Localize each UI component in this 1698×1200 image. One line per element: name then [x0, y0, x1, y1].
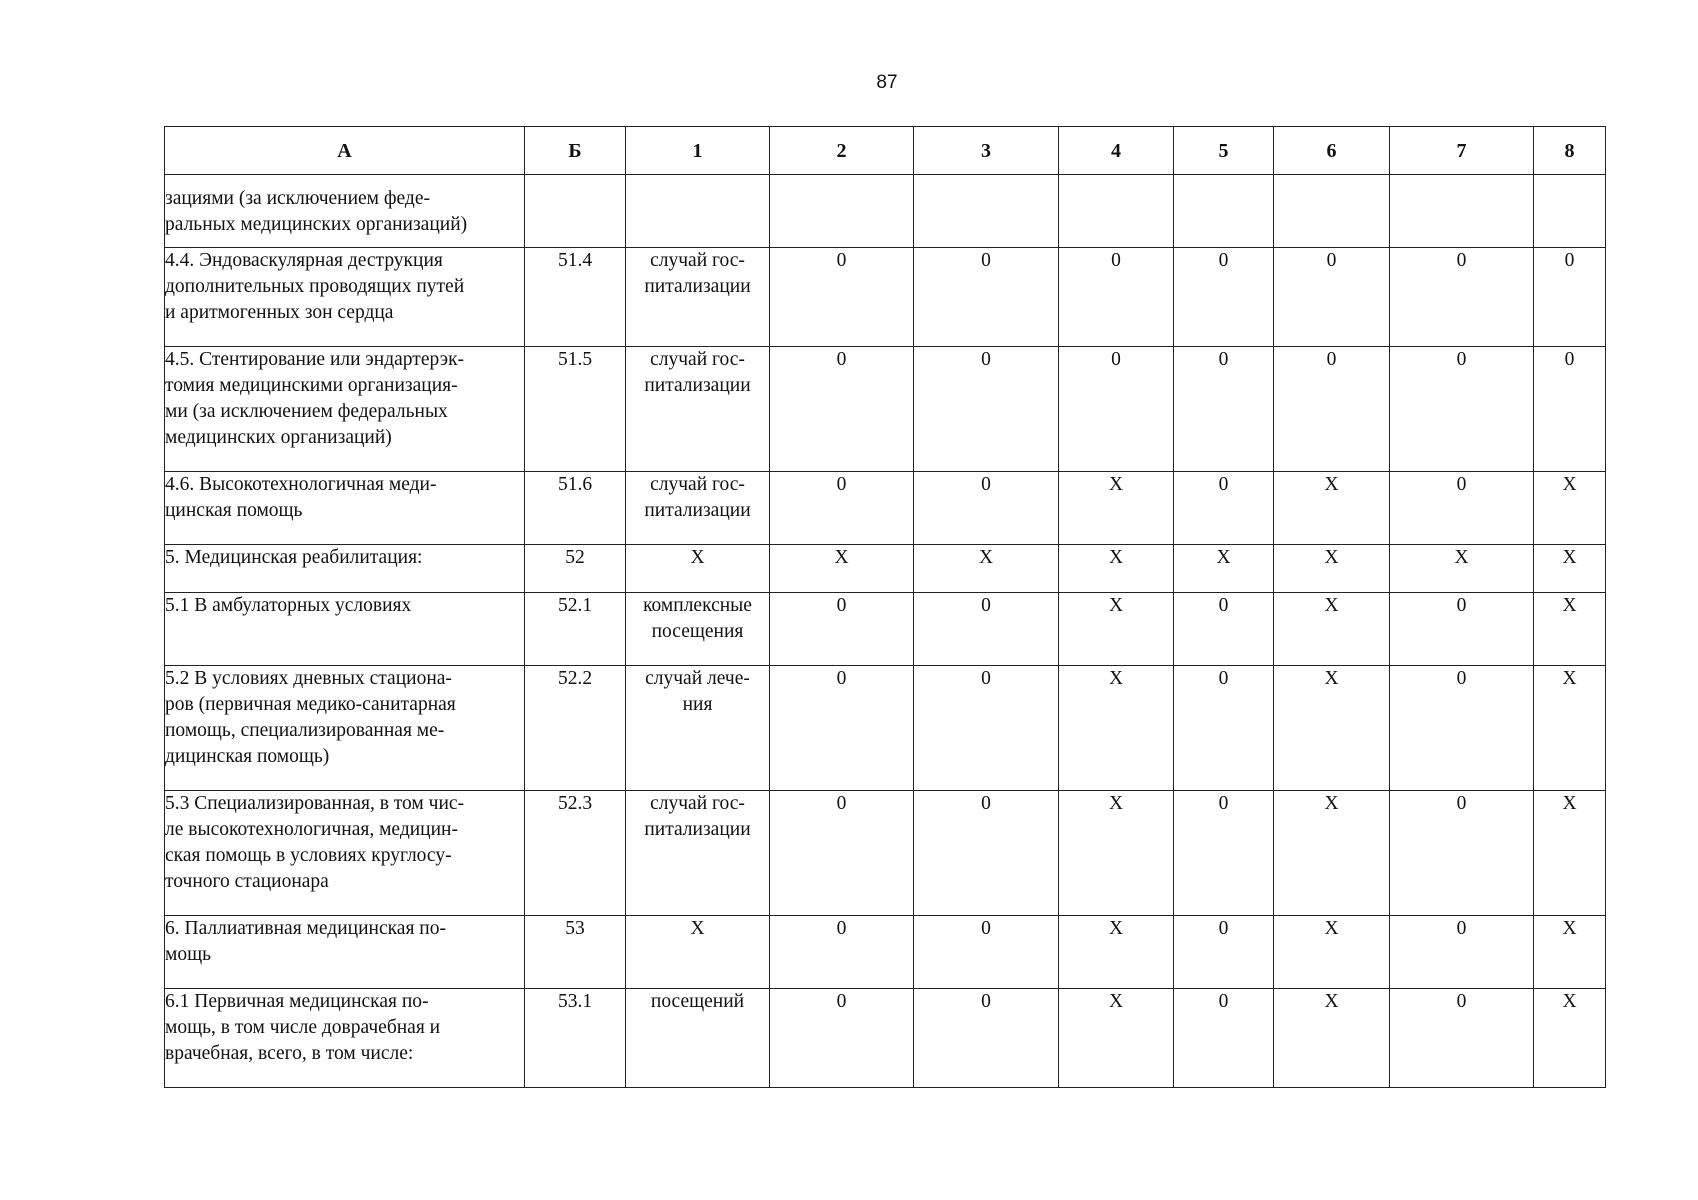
row-unit: случай лече- ния — [626, 666, 770, 791]
table-row — [165, 347, 1606, 472]
row-code: 52 — [525, 545, 626, 593]
row-value-col5: 0 — [1174, 666, 1274, 791]
row-unit: комплексные посещения — [626, 593, 770, 666]
row-name: 5.2 В условиях дневных стациона- ров (первичная медико-санитарная помощь, специализированная ме- дицинская помощь) — [165, 666, 525, 791]
row-value-col8: Х — [1534, 472, 1606, 545]
row-value-col7 — [1390, 175, 1534, 248]
row-value-col8 — [1534, 175, 1606, 248]
header-col-1: 1 — [626, 127, 770, 175]
row-value-col2: Х — [770, 545, 914, 593]
row-name: 6.1 Первичная медицинская по- мощь, в том числе доврачебная и врачебная, всего, в том числе: — [165, 989, 525, 1088]
row-value-col8: Х — [1534, 545, 1606, 593]
row-value-col3: 0 — [914, 916, 1059, 989]
row-value-col3: 0 — [914, 472, 1059, 545]
row-value-col2: 0 — [770, 248, 914, 347]
row-code — [525, 175, 626, 248]
row-value-col7: 0 — [1390, 347, 1534, 472]
row-value-col6: 0 — [1274, 248, 1390, 347]
row-value-col4: Х — [1059, 791, 1174, 916]
table-row — [165, 175, 1606, 248]
table-row — [165, 472, 1606, 545]
row-code: 51.5 — [525, 347, 626, 472]
row-value-col4: Х — [1059, 916, 1174, 989]
table-row — [165, 666, 1606, 791]
row-unit: случай гос- питализации — [626, 472, 770, 545]
header-col-4: 4 — [1059, 127, 1174, 175]
row-value-col6: Х — [1274, 545, 1390, 593]
row-value-col8: Х — [1534, 791, 1606, 916]
row-value-col2: 0 — [770, 666, 914, 791]
row-unit: случай гос- питализации — [626, 248, 770, 347]
row-name: 5.3 Специализированная, в том чис- ле высокотехнологичная, медицин- ская помощь в условиях круглосу- точного стационара — [165, 791, 525, 916]
row-name: 6. Паллиативная медицинская по- мощь — [165, 916, 525, 989]
row-value-col2: 0 — [770, 916, 914, 989]
row-value-col8: Х — [1534, 593, 1606, 666]
table-row — [165, 248, 1606, 347]
row-value-col6: Х — [1274, 916, 1390, 989]
row-value-col6: Х — [1274, 989, 1390, 1088]
row-value-col6: Х — [1274, 593, 1390, 666]
row-value-col2: 0 — [770, 593, 914, 666]
row-value-col7: 0 — [1390, 989, 1534, 1088]
row-value-col3: 0 — [914, 593, 1059, 666]
header-col-8: 8 — [1534, 127, 1606, 175]
row-value-col6: Х — [1274, 472, 1390, 545]
row-code: 53.1 — [525, 989, 626, 1088]
row-value-col5: 0 — [1174, 248, 1274, 347]
row-name: 4.5. Стентирование или эндартерэк- томия медицинскими организация- ми (за исключением федеральных медицинских организаций) — [165, 347, 525, 472]
header-col-5: 5 — [1174, 127, 1274, 175]
header-col-2: 2 — [770, 127, 914, 175]
row-value-col7: 0 — [1390, 666, 1534, 791]
row-value-col4: Х — [1059, 666, 1174, 791]
row-value-col2: 0 — [770, 989, 914, 1088]
row-value-col7: 0 — [1390, 916, 1534, 989]
row-code: 51.4 — [525, 248, 626, 347]
row-value-col2: 0 — [770, 791, 914, 916]
row-value-col5: 0 — [1174, 791, 1274, 916]
row-unit: случай гос- питализации — [626, 791, 770, 916]
row-value-col3: 0 — [914, 989, 1059, 1088]
row-value-col5: 0 — [1174, 916, 1274, 989]
header-col-a: А — [165, 127, 525, 175]
table-row — [165, 791, 1606, 916]
row-code: 53 — [525, 916, 626, 989]
row-unit: Х — [626, 916, 770, 989]
row-value-col6 — [1274, 175, 1390, 248]
row-value-col5: 0 — [1174, 989, 1274, 1088]
row-value-col5: 0 — [1174, 593, 1274, 666]
header-col-6: 6 — [1274, 127, 1390, 175]
row-value-col8: 0 — [1534, 347, 1606, 472]
header-col-b: Б — [525, 127, 626, 175]
row-value-col3: 0 — [914, 347, 1059, 472]
row-value-col4: Х — [1059, 545, 1174, 593]
row-value-col7: 0 — [1390, 248, 1534, 347]
row-name: 4.6. Высокотехнологичная меди- цинская помощь — [165, 472, 525, 545]
row-value-col7: Х — [1390, 545, 1534, 593]
row-value-col4: Х — [1059, 472, 1174, 545]
row-code: 52.1 — [525, 593, 626, 666]
row-value-col6: Х — [1274, 666, 1390, 791]
table-row — [165, 593, 1606, 666]
row-value-col7: 0 — [1390, 593, 1534, 666]
row-code: 52.3 — [525, 791, 626, 916]
row-value-col4: 0 — [1059, 347, 1174, 472]
row-value-col3: 0 — [914, 791, 1059, 916]
header-col-7: 7 — [1390, 127, 1534, 175]
row-value-col2: 0 — [770, 347, 914, 472]
row-value-col5: Х — [1174, 545, 1274, 593]
row-unit: посещений — [626, 989, 770, 1088]
row-value-col8: 0 — [1534, 248, 1606, 347]
row-name: 4.4. Эндоваскулярная деструкция дополнительных проводящих путей и аритмогенных зон сердца — [165, 248, 525, 347]
row-code: 52.2 — [525, 666, 626, 791]
row-name: зациями (за исключением феде- ральных медицинских организаций) — [165, 175, 525, 248]
row-value-col4: Х — [1059, 593, 1174, 666]
table-header-row — [165, 127, 1606, 175]
row-unit: Х — [626, 545, 770, 593]
row-value-col5: 0 — [1174, 347, 1274, 472]
row-name: 5.1 В амбулаторных условиях — [165, 593, 525, 666]
table-row — [165, 916, 1606, 989]
header-col-3: 3 — [914, 127, 1059, 175]
row-unit — [626, 175, 770, 248]
table-row — [165, 545, 1606, 593]
row-value-col8: Х — [1534, 666, 1606, 791]
row-value-col3: Х — [914, 545, 1059, 593]
row-value-col4 — [1059, 175, 1174, 248]
row-value-col8: Х — [1534, 989, 1606, 1088]
row-value-col6: Х — [1274, 791, 1390, 916]
row-value-col3 — [914, 175, 1059, 248]
row-value-col8: Х — [1534, 916, 1606, 989]
row-value-col5 — [1174, 175, 1274, 248]
row-code: 51.6 — [525, 472, 626, 545]
row-value-col7: 0 — [1390, 791, 1534, 916]
data-table — [164, 126, 1606, 1088]
row-value-col6: 0 — [1274, 347, 1390, 472]
row-unit: случай гос- питализации — [626, 347, 770, 472]
row-value-col2 — [770, 175, 914, 248]
row-name: 5. Медицинская реабилитация: — [165, 545, 525, 593]
row-value-col7: 0 — [1390, 472, 1534, 545]
page-number: 87 — [876, 72, 898, 93]
row-value-col3: 0 — [914, 248, 1059, 347]
row-value-col4: 0 — [1059, 248, 1174, 347]
row-value-col5: 0 — [1174, 472, 1274, 545]
table-row — [165, 989, 1606, 1088]
row-value-col4: Х — [1059, 989, 1174, 1088]
row-value-col2: 0 — [770, 472, 914, 545]
row-value-col3: 0 — [914, 666, 1059, 791]
